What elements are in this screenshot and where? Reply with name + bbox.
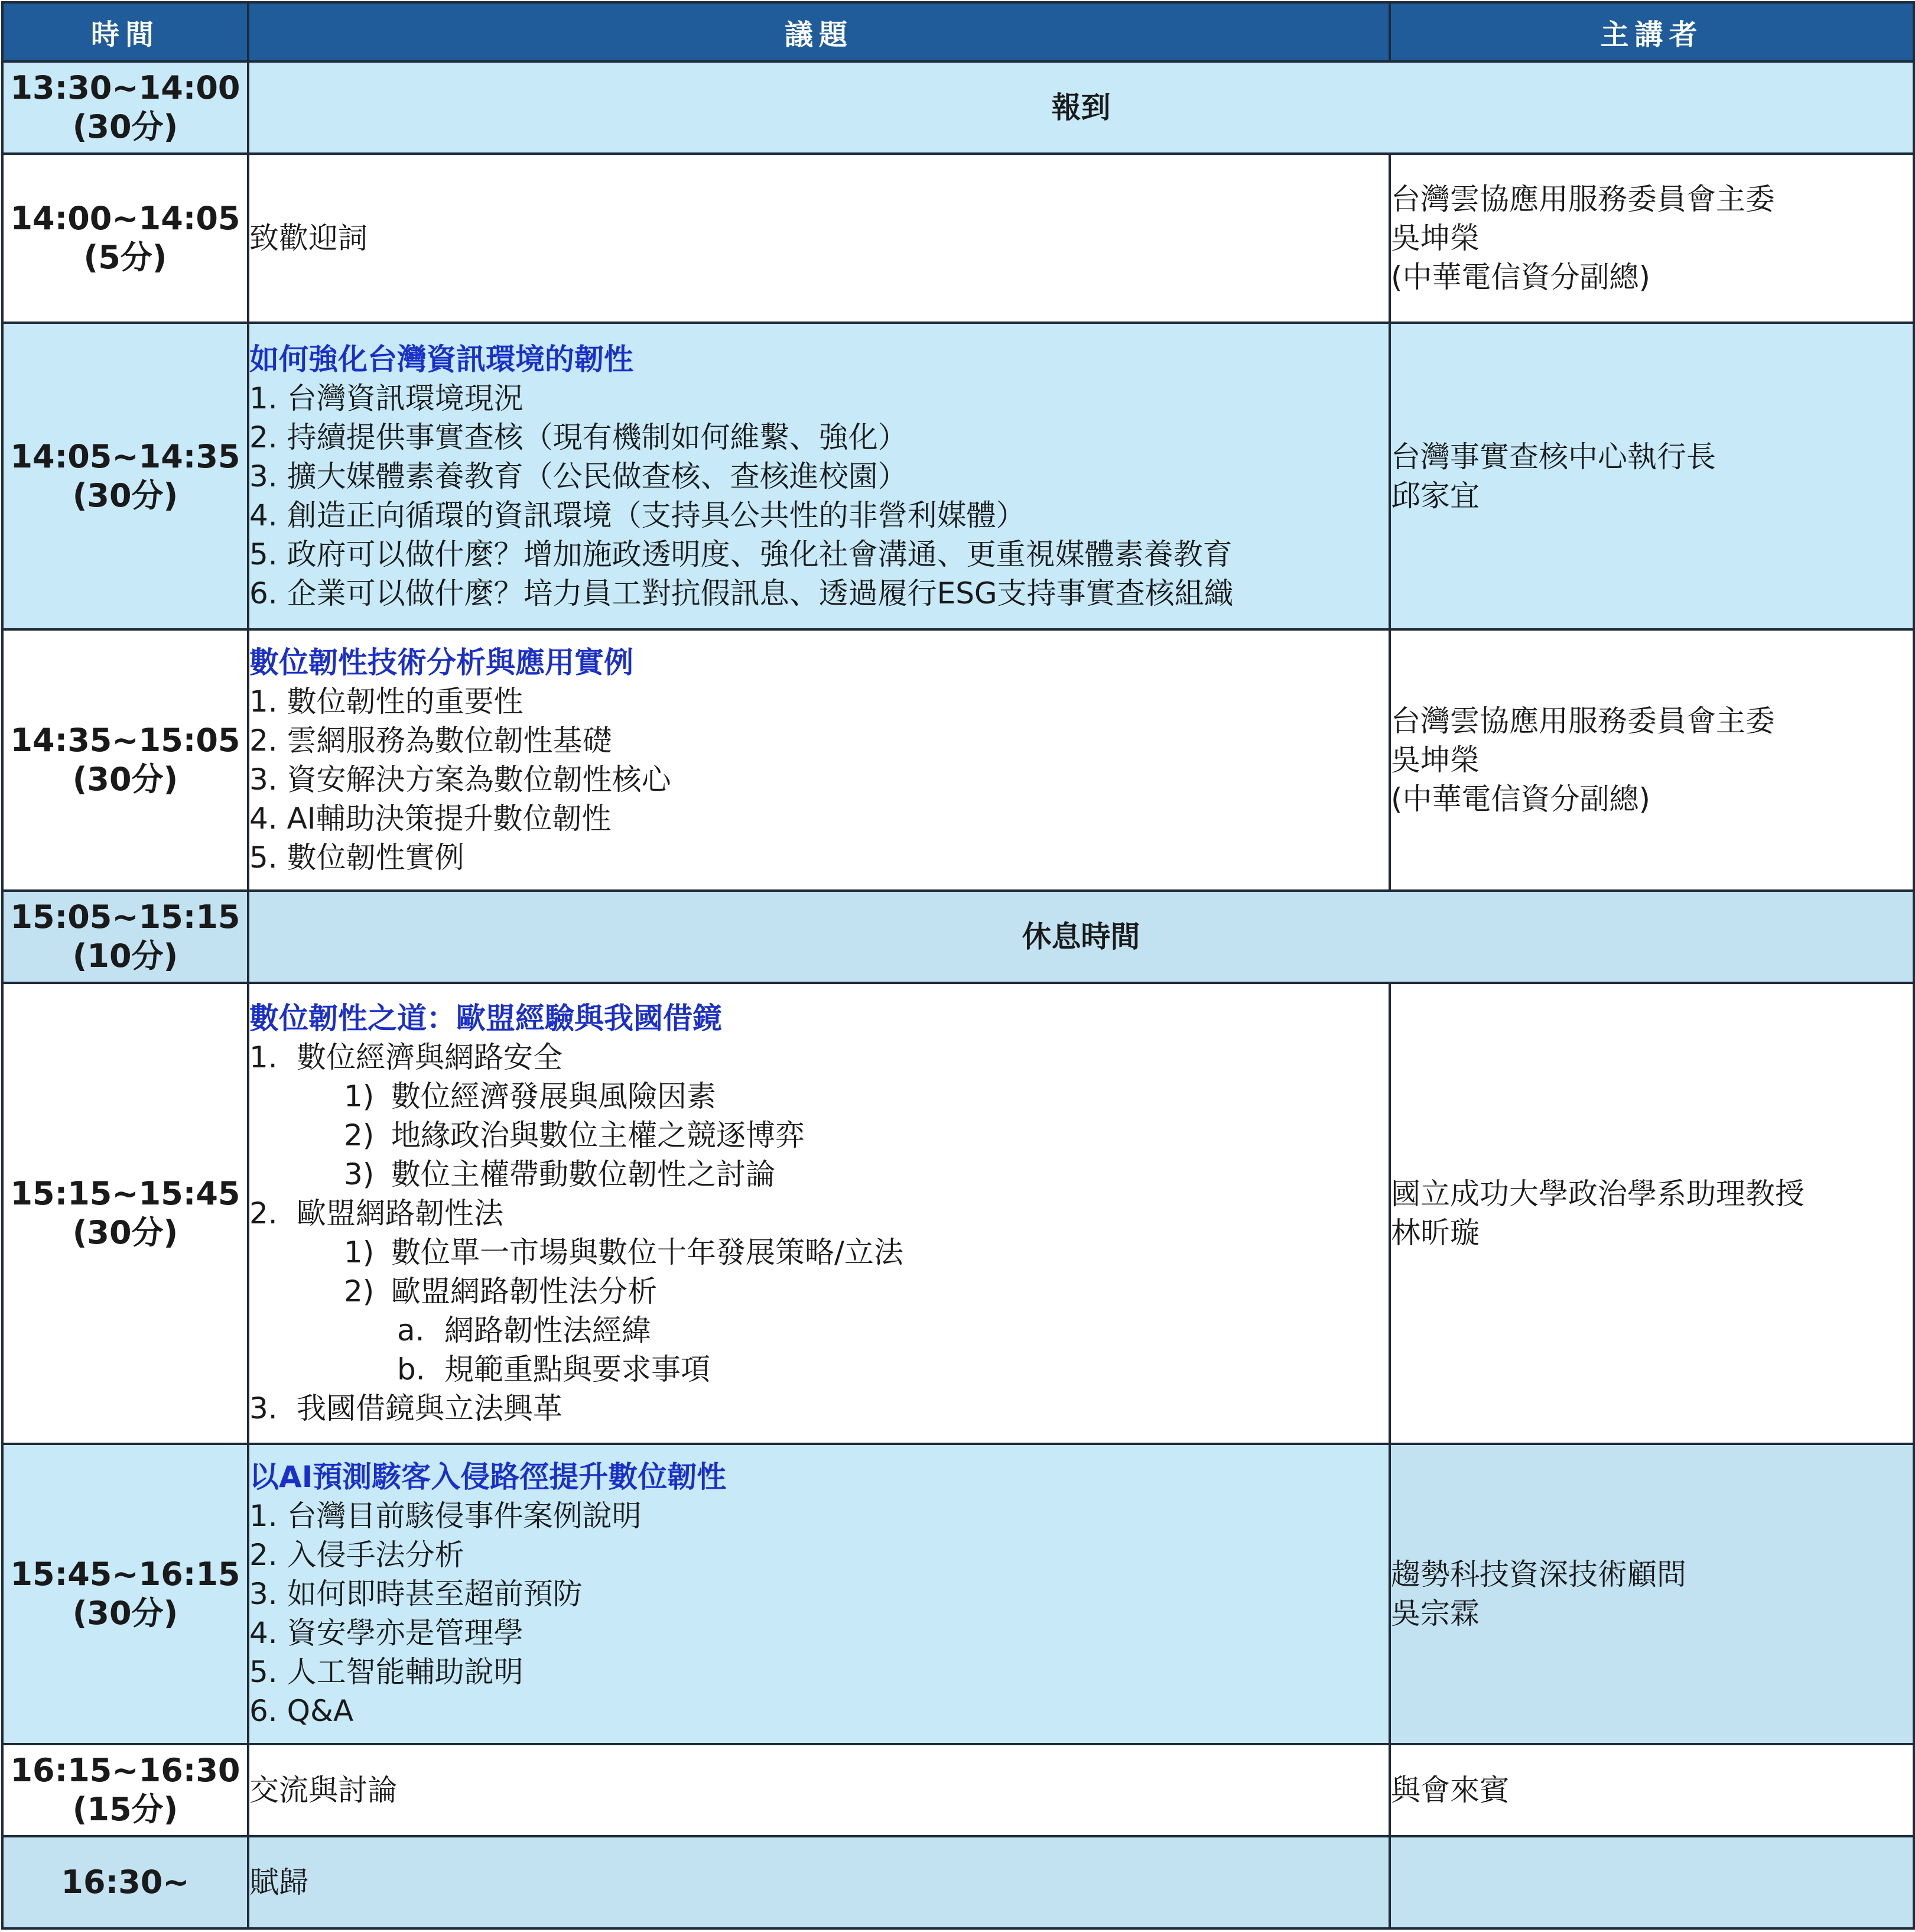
list-item: 4. AI輔助決策提升數位韌性 [249, 801, 612, 836]
list-item: 3. 如何即時甚至超前預防 [249, 1577, 583, 1611]
time-range: 15:45~16:15 [10, 1556, 240, 1593]
time-range: 15:15~15:45 [10, 1175, 240, 1212]
time-range: 16:30~ [61, 1863, 190, 1901]
time-range: 14:35~15:05 [10, 722, 240, 759]
topic-cell: 休息時間 [248, 891, 1914, 983]
speaker-line: 台灣事實查核中心執行長 [1391, 439, 1716, 474]
outline-number: 2) [344, 1274, 375, 1308]
topic-cell [248, 983, 1390, 1444]
table-row [2, 154, 1914, 323]
table-row [2, 323, 1914, 629]
topic-cell [248, 323, 1390, 629]
list-item: 3. 擴大媒體素養教育（公民做查核、查核進校園） [249, 459, 908, 493]
outline-text: 網路韌性法經緯 [444, 1313, 651, 1347]
time-range: 15:05~15:15 [10, 898, 240, 936]
outline-number: 2) [344, 1118, 375, 1152]
table-row [2, 1744, 1914, 1836]
topic-cell: 交流與討論 [248, 1744, 1390, 1836]
list-item: 5. 數位韌性實例 [249, 840, 464, 875]
topic-cell: 致歡迎詞 [248, 154, 1390, 323]
agenda-table [1, 1, 1915, 1930]
duration: (5分) [83, 239, 167, 276]
speaker-cell [1390, 1444, 1914, 1744]
outline-item [249, 1272, 1389, 1311]
speaker-cell [1390, 983, 1914, 1444]
session-title: 數位韌性之道：歐盟經驗與我國借鏡 [249, 1001, 722, 1035]
outline-item [249, 1116, 1389, 1155]
list-item: 4. 創造正向循環的資訊環境（支持具公共性的非營利媒體） [249, 498, 1026, 532]
speaker-line: 吳坤榮 [1391, 743, 1480, 777]
outline-text: 我國借鏡與立法興革 [297, 1391, 563, 1426]
time-cell [2, 154, 248, 323]
outline-item [249, 1233, 1389, 1272]
outline-text: 地緣政治與數位主權之競逐博弈 [391, 1118, 805, 1152]
list-item: 1. 台灣目前駭侵事件案例說明 [249, 1499, 642, 1533]
header-speaker: 主講者 [1390, 2, 1914, 61]
speaker-cell [1390, 154, 1914, 323]
time-range: 14:00~14:05 [10, 200, 240, 237]
duration: (30分) [72, 1214, 178, 1251]
duration: (10分) [72, 937, 178, 975]
duration: (30分) [72, 108, 178, 145]
session-title: 以AI預測駭客入侵路徑提升數位韌性 [249, 1460, 727, 1494]
speaker-cell [1390, 1836, 1914, 1928]
list-item: 1. 數位韌性的重要性 [249, 684, 524, 719]
list-item: 6. 企業可以做什麼？培力員工對抗假訊息、透過履行ESG支持事實查核組織 [249, 576, 1234, 611]
speaker-line: 趨勢科技資深技術顧問 [1391, 1557, 1686, 1592]
list-item: 6. Q&A [249, 1694, 354, 1728]
list-item: 4. 資安學亦是管理學 [249, 1616, 524, 1650]
table-row [2, 983, 1914, 1444]
speaker-line: 吳宗霖 [1391, 1596, 1480, 1631]
speaker-cell [1390, 323, 1914, 629]
speaker-line: 邱家宜 [1391, 478, 1480, 513]
table-row [2, 891, 1914, 983]
outline-number: 2. [249, 1196, 278, 1230]
table-row [2, 1836, 1914, 1928]
time-cell [2, 629, 248, 891]
list-item: 5. 政府可以做什麼？增加施政透明度、強化社會溝通、更重視媒體素養教育 [249, 537, 1233, 572]
session-title: 如何強化台灣資訊環境的韌性 [249, 342, 633, 376]
list-item: 2. 雲網服務為數位韌性基礎 [249, 723, 612, 758]
time-range: 13:30~14:00 [10, 69, 240, 106]
outline-number: a. [397, 1313, 425, 1347]
header-topic: 議題 [248, 2, 1390, 61]
outline-number: 3) [344, 1157, 375, 1191]
outline-item [249, 1194, 1389, 1233]
duration: (30分) [72, 476, 178, 514]
topic-cell: 報到 [248, 61, 1914, 154]
speaker-line: 國立成功大學政治學系助理教授 [1391, 1177, 1805, 1211]
list-item: 1. 台灣資訊環境現況 [249, 381, 524, 415]
table-row [2, 61, 1914, 154]
time-cell [2, 1836, 248, 1928]
outline-number: 1. [249, 1040, 278, 1074]
duration: (30分) [72, 1595, 178, 1632]
speaker-line: 林昕璇 [1391, 1216, 1480, 1250]
speaker-cell [1390, 1744, 1914, 1836]
time-cell [2, 323, 248, 629]
outline-text: 數位主權帶動數位韌性之討論 [391, 1157, 775, 1191]
outline-item [249, 1350, 1389, 1389]
header-row [2, 2, 1914, 61]
outline-text: 規範重點與要求事項 [444, 1352, 710, 1387]
time-range: 16:15~16:30 [10, 1752, 240, 1789]
session-title: 數位韌性技術分析與應用實例 [249, 645, 633, 680]
outline-number: 1) [344, 1235, 375, 1269]
table-row [2, 1444, 1914, 1744]
outline-text: 數位單一市場與數位十年發展策略/立法 [391, 1235, 903, 1269]
table-row [2, 629, 1914, 891]
speaker-line: 台灣雲協應用服務委員會主委 [1391, 704, 1775, 738]
list-item: 3. 資安解決方案為數位韌性核心 [249, 762, 671, 797]
time-cell [2, 1444, 248, 1744]
duration: (15分) [72, 1791, 178, 1828]
outline-item [249, 1077, 1389, 1116]
time-cell [2, 891, 248, 983]
outline-text: 數位經濟與網路安全 [297, 1040, 563, 1074]
outline-text: 歐盟網路韌性法分析 [391, 1274, 657, 1308]
topic-cell [248, 1444, 1390, 1744]
outline-item [249, 1389, 1389, 1428]
time-range: 14:05~14:35 [10, 437, 240, 475]
outline-number: 1) [344, 1079, 375, 1113]
duration: (30分) [72, 761, 178, 798]
topic-cell [248, 629, 1390, 891]
outline-text: 歐盟網路韌性法 [297, 1196, 503, 1230]
list-item: 5. 人工智能輔助說明 [249, 1655, 524, 1689]
header-time: 時間 [2, 2, 248, 61]
speaker-line: (中華電信資分副總) [1391, 782, 1651, 816]
outline-item [249, 1155, 1389, 1194]
speaker-cell [1390, 629, 1914, 891]
outline-item [249, 1311, 1389, 1350]
outline-item [249, 1038, 1389, 1077]
speaker-line: 與會來賓 [1391, 1773, 1509, 1807]
time-cell [2, 61, 248, 154]
outline-number: b. [397, 1352, 425, 1387]
list-item: 2. 持續提供事實查核（現有機制如何維繫、強化） [249, 420, 908, 454]
speaker-line: (中華電信資分副總) [1391, 260, 1651, 294]
outline-number: 3. [249, 1391, 278, 1426]
outline-text: 數位經濟發展與風險因素 [391, 1079, 716, 1113]
speaker-line: 吳坤榮 [1391, 221, 1480, 255]
speaker-line: 台灣雲協應用服務委員會主委 [1391, 182, 1775, 216]
topic-cell: 賦歸 [248, 1836, 1390, 1928]
time-cell [2, 1744, 248, 1836]
list-item: 2. 入侵手法分析 [249, 1538, 464, 1572]
time-cell [2, 983, 248, 1444]
